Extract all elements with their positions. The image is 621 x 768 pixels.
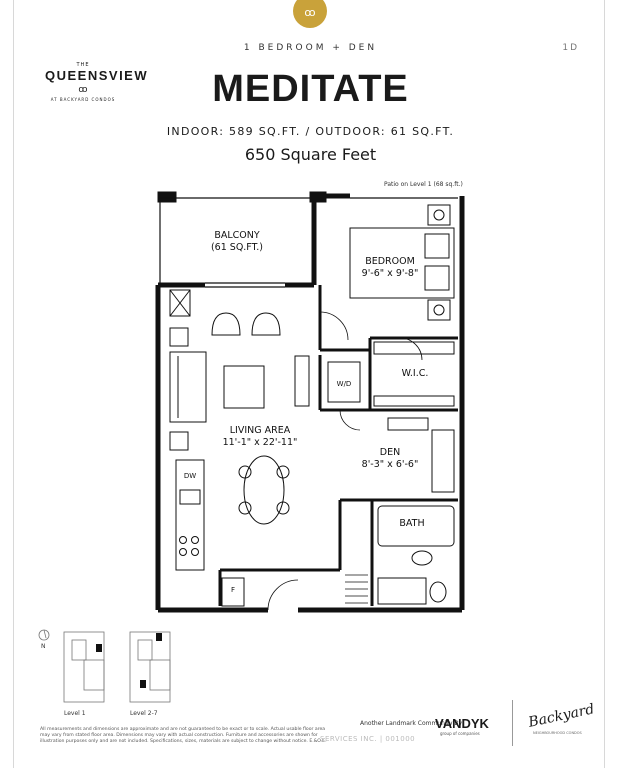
key-marker-level1: [96, 644, 102, 652]
north-label: N: [41, 643, 46, 650]
logo-name: QUEENSVIEW: [45, 68, 149, 83]
unit-type: 1 BEDROOM + DEN: [243, 43, 378, 53]
bedroom-dims: 9'-6" x 9'-8": [361, 268, 419, 279]
logo-sub: AT BACKYARD CONDOS: [50, 97, 116, 102]
watermark: SERVICES INC. | 001000: [320, 735, 416, 743]
column-right: [310, 192, 326, 202]
vandyk-sub: group of companies: [440, 731, 480, 736]
balcony-name: BALCONY: [214, 230, 260, 241]
bath-label: BATH: [399, 518, 425, 529]
living-area-label: [210, 425, 310, 449]
wic-label: W.I.C.: [401, 368, 429, 379]
column-left: [158, 192, 176, 202]
bedroom-label: [350, 256, 430, 280]
total-area: 650 Square Feet: [244, 145, 377, 164]
level27-label: Level 2-7: [130, 710, 158, 717]
armchairs: [212, 313, 280, 335]
vandyk-logo: VANDYK: [435, 716, 489, 731]
logo-binoculars-icon: ꝏ: [78, 85, 88, 95]
backyard-sub: NEIGHBOURHOOD CONDOS: [533, 731, 582, 735]
balcony-area: (61 SQ.FT.): [210, 242, 264, 253]
logo-the: THE: [76, 62, 90, 68]
footer-divider: [512, 700, 513, 746]
landmark-text: Another Landmark Community By: [360, 720, 463, 727]
den-dims: 8'-3" x 6'-6": [361, 459, 419, 470]
badge-glyph: ꝏ: [304, 6, 316, 19]
page-title: MEDITATE: [212, 68, 409, 110]
living-name: LIVING AREA: [229, 425, 291, 436]
den-label: [350, 447, 430, 471]
stair-hatch: [345, 575, 368, 603]
key-marker-level27-a: [156, 633, 162, 641]
living-dims: 11'-1" x 22'-11": [222, 437, 298, 448]
unit-code: 1D: [562, 43, 579, 53]
key-plan: [39, 630, 170, 702]
washer-dryer-label: W/D: [336, 380, 352, 388]
area-breakdown: INDOOR: 589 SQ.FT. / OUTDOOR: 61 SQ.FT.: [166, 125, 455, 138]
disclaimer: All measurements and dimensions are approximate and are not guaranteed to be exact or to scale. Actual usable floor area may vary from stated floor area. Dimensions may vary with actual construction. Furniture and accessories are shown for illustration purposes only and are not included. Specifications, sizes, materials are subject to change without notice. E.&O.E.: [40, 727, 327, 744]
patio-note: Patio on Level 1 (68 sq.ft.): [384, 181, 463, 188]
dining-table: [239, 456, 289, 524]
balcony-label: [192, 230, 282, 254]
backyard-logo: Backyard: [527, 701, 596, 731]
dishwasher-label: DW: [183, 472, 197, 480]
den-name: DEN: [379, 447, 401, 458]
key-marker-level27-b: [140, 680, 146, 688]
level1-label: Level 1: [64, 710, 86, 717]
bedroom-name: BEDROOM: [365, 256, 415, 267]
fridge-label: F: [230, 586, 236, 594]
